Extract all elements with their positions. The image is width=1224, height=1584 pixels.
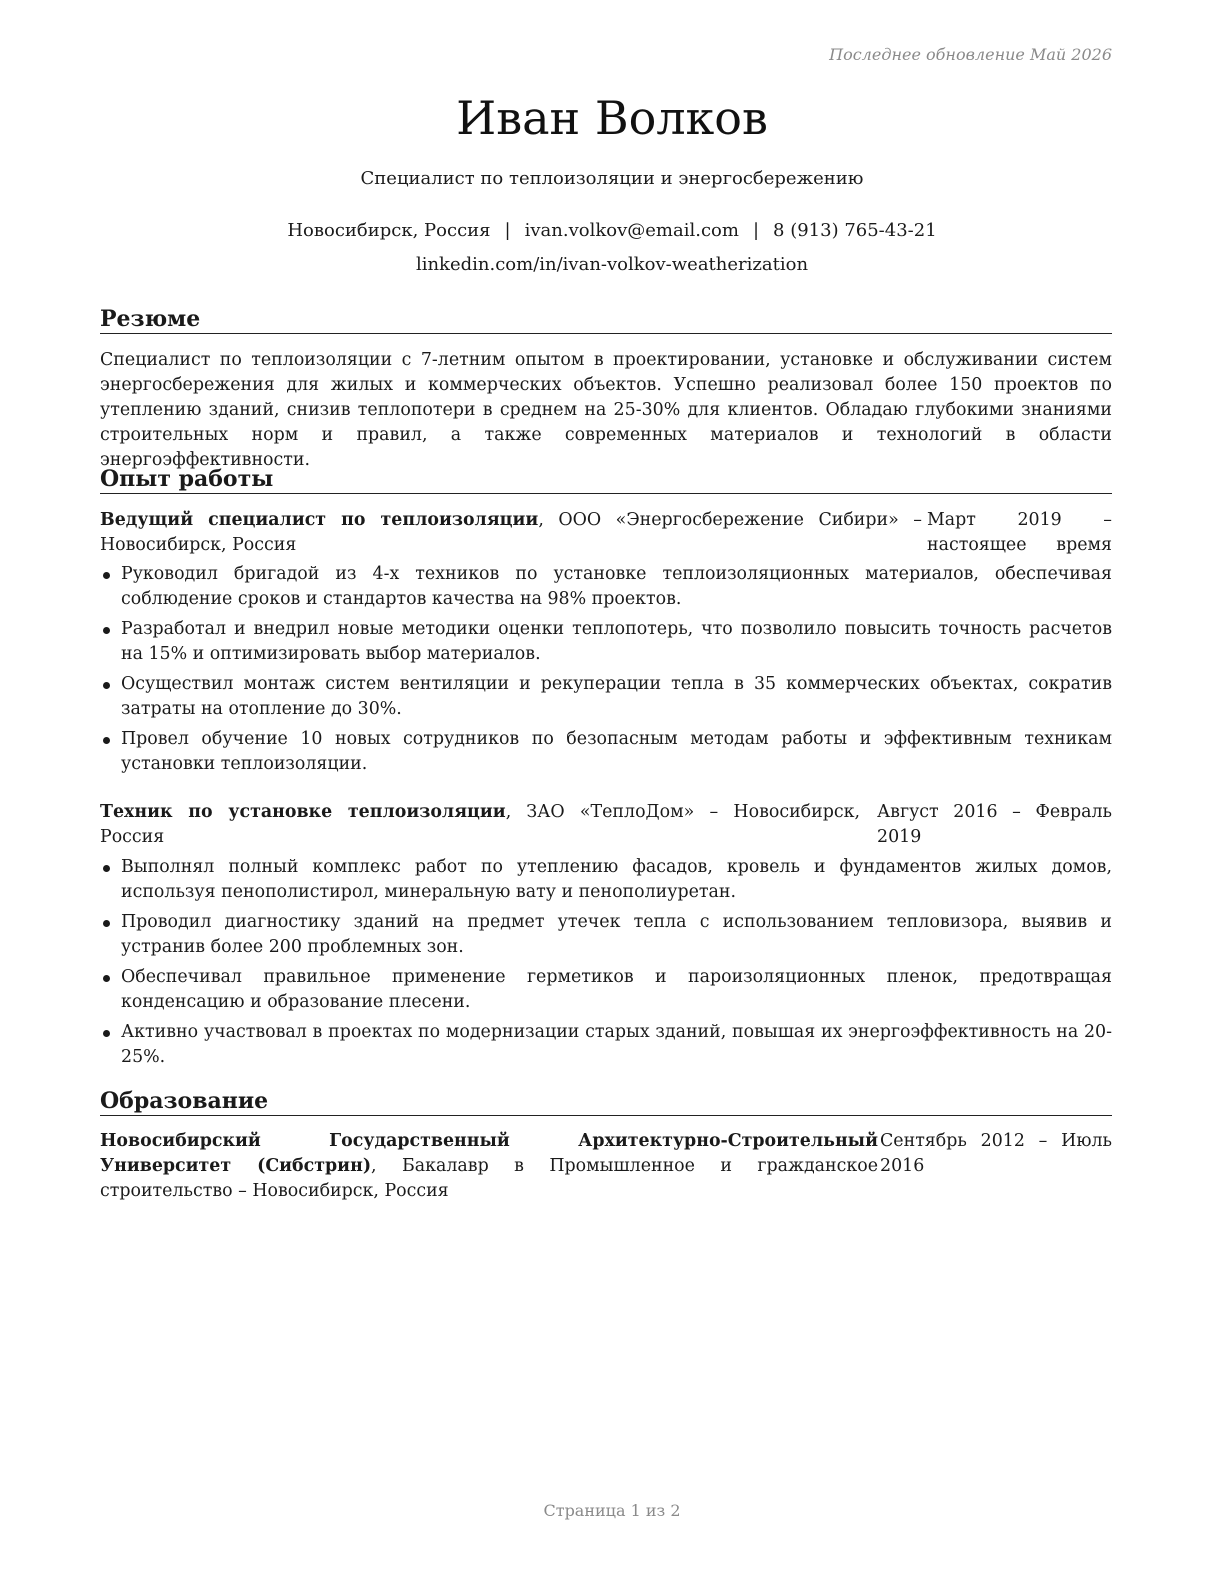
education-entry — [100, 1129, 1112, 1204]
bullet-icon — [103, 865, 110, 872]
job-title-line — [100, 800, 860, 850]
page-number: Страница 1 из 2 — [543, 1501, 681, 1520]
bullet-icon — [103, 627, 110, 634]
phone: 8 (913) 765-43-21 — [773, 220, 937, 241]
list-item: Руководил бригадой из 4-х техников по установке теплоизоляционных материалов, обеспечивая соблюдение сроков и стандартов качества на 98% проектов. — [100, 562, 1112, 612]
linkedin-link[interactable]: linkedin.com/in/ivan-volkov-weatherization — [415, 254, 809, 275]
list-item: Выполнял полный комплекс работ по утеплению фасадов, кровель и фундаментов жилых домов, используя пенополистирол, минеральную вату и пенополиуретан. — [100, 855, 1112, 905]
bullet-icon — [103, 737, 110, 744]
contact-line — [0, 219, 1224, 243]
list-item: Провел обучение 10 новых сотрудников по безопасным методам работы и эффективным техникам установки теплоизоляции. — [100, 727, 1112, 777]
section-title-education: Образование — [100, 1087, 1112, 1116]
job-position: Ведущий специалист по теплоизоляции — [100, 510, 539, 530]
education-line — [100, 1129, 878, 1204]
separator: | — [504, 220, 511, 241]
list-item: Обеспечивал правильное применение герметиков и пароизоляционных пленок, предотвращая конденсацию и образование плесени. — [100, 965, 1112, 1015]
section-title-summary: Резюме — [100, 305, 1112, 334]
job-header — [100, 508, 1112, 558]
list-item: Осуществил монтаж систем вентиляции и рекуперации тепла в 35 коммерческих объектах, сократив затраты на отопление до 30%. — [100, 672, 1112, 722]
bullet-icon — [103, 920, 110, 927]
separator: | — [752, 220, 760, 241]
candidate-title: Специалист по теплоизоляции и энергосбережению — [360, 168, 864, 189]
bullet-icon — [103, 572, 110, 579]
summary-text: Специалист по теплоизоляции с 7-летним опытом в проектировании, установке и обслуживании систем энергосбережения для жилых и коммерческих объектов. Успешно реализовал более 150 проектов по утеплению зданий, снизив теплопотери в среднем на 25-30% для клиентов. Обладаю глубокими знаниями строительных норм и правил, а также современных материалов и технологий в области энергоэффективности. — [100, 350, 1112, 470]
job-position: Техник по установке теплоизоляции — [100, 802, 506, 822]
job-company: , ЗАО «ТеплоДом» – Новосибирск, Россия — [100, 802, 860, 847]
bullet-icon — [103, 682, 110, 689]
job-company: , ООО «Энергосбережение Сибири» – Новосибирск, Россия — [100, 510, 922, 555]
education-dates: Сентябрь 2012 – Июль 2016 — [880, 1131, 1112, 1176]
job-dates: Август 2016 – Февраль 2019 — [877, 802, 1112, 847]
list-item: Разработал и внедрил новые методики оценки теплопотерь, что позволило повысить точность расчетов на 15% и оптимизировать выбор материалов. — [100, 617, 1112, 667]
section-title-experience: Опыт работы — [100, 465, 1112, 494]
education-degree: , Бакалавр в Промышленное и гражданское строительство – Новосибирск, Россия — [100, 1156, 878, 1201]
job-header — [100, 800, 1112, 850]
bullet-icon — [103, 1030, 110, 1037]
candidate-name: Иван Волков — [456, 91, 768, 145]
job-dates: Март 2019 – настоящее время — [927, 510, 1112, 555]
job-bullets — [100, 562, 1112, 782]
bullet-icon — [103, 975, 110, 982]
email-link[interactable]: ivan.volkov@email.com — [524, 220, 739, 241]
last-updated: Последнее обновление Май 2026 — [829, 45, 1112, 64]
list-item: Активно участвовал в проектах по модернизации старых зданий, повышая их энергоэффективность на 20-25%. — [100, 1020, 1112, 1070]
education-institution: Новосибирский Государственный Архитектурно-Строительный Университет (Сибстрин) — [100, 1131, 878, 1176]
list-item: Проводил диагностику зданий на предмет утечек тепла с использованием тепловизора, выявив и устранив более 200 проблемных зон. — [100, 910, 1112, 960]
job-bullets — [100, 855, 1112, 1075]
location: Новосибирск, Россия — [287, 220, 491, 241]
job-title-line — [100, 508, 922, 558]
